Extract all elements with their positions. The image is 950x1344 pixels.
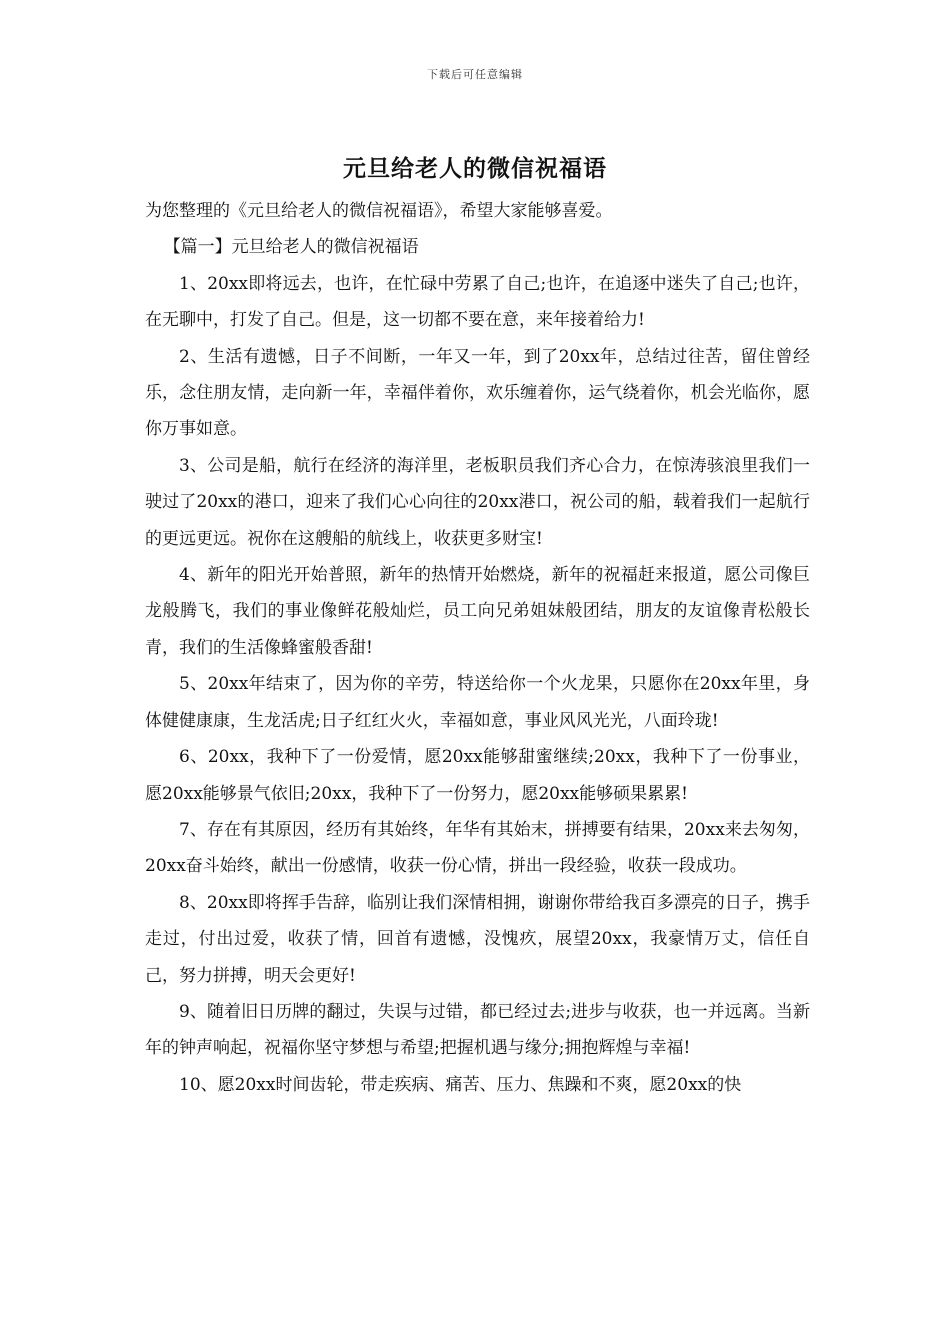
paragraph-8: 8、20xx即将挥手告辞，临别让我们深情相拥，谢谢你带给我百多漂亮的日子，携手走过，付出过爱，收获了情，回首有遗憾，没愧疚，展望20xx，我豪情万丈，信任自己，努力拼搏，明天会更好! bbox=[145, 892, 810, 986]
paragraph-7: 7、存在有其原因，经历有其始终，年华有其始末，拼搏要有结果，20xx来去匆匆，20xx奋斗始终，献出一份感情，收获一份心情，拼出一段经验，收获一段成功。 bbox=[145, 819, 810, 877]
paragraph-6: 6、20xx，我种下了一份爱情，愿20xx能够甜蜜继续;20xx，我种下了一份事业，愿20xx能够景气依旧;20xx，我种下了一份努力，愿20xx能够硕果累累! bbox=[145, 747, 810, 804]
header-note: 下载后可任意编辑 bbox=[427, 68, 523, 81]
paragraph-2: 2、生活有遗憾，日子不间断，一年又一年，到了20xx年，总结过往苦，留住曾经乐，念住朋友情，走向新一年，幸福伴着你，欢乐缠着你，运气绕着你，机会光临你，愿你万事如意。 bbox=[145, 346, 810, 440]
paragraph-9: 9、随着旧日历牌的翻过，失误与过错，都已经过去;进步与收获，也一并远离。当新年的钟声响起，祝福你坚守梦想与希望;把握机遇与缘分;拥抱辉煌与幸福! bbox=[145, 1001, 810, 1059]
paragraph-4: 4、新年的阳光开始普照，新年的热情开始燃烧，新年的祝福赶来报道，愿公司像巨龙般腾飞，我们的事业像鲜花般灿烂，员工向兄弟姐妹般团结，朋友的友谊像青松般长青，我们的生活像蜂蜜般香甜! bbox=[145, 565, 810, 658]
paragraph-3: 3、公司是船，航行在经济的海洋里，老板职员我们齐心合力，在惊涛骇浪里我们一驶过了20xx的港口，迎来了我们心心向往的20xx港口，祝公司的船，载着我们一起航行的更远更远。祝你在这艘船的航线上，收获更多财宝! bbox=[145, 455, 810, 549]
intro-paragraph: 为您整理的《元旦给老人的微信祝福语》，希望大家能够喜爱。 bbox=[145, 201, 613, 221]
paragraph-1: 1、20xx即将远去，也许，在忙碌中劳累了自己;也许，在追逐中迷失了自己;也许，在无聊中，打发了自己。但是，这一切都不要在意，来年接着给力! bbox=[145, 273, 810, 331]
paragraph-5: 5、20xx年结束了，因为你的辛劳，特送给你一个火龙果，只愿你在20xx年里，身体健健康康，生龙活虎;日子红红火火，幸福如意，事业风风光光，八面玲珑! bbox=[145, 674, 810, 731]
document-body bbox=[145, 193, 810, 1103]
paragraph-10: 10、愿20xx时间齿轮，带走疾病、痛苦、压力、焦躁和不爽，愿20xx的快 bbox=[179, 1074, 742, 1095]
page-title: 元旦给老人的微信祝福语 bbox=[343, 155, 607, 182]
section-heading: 【篇一】元旦给老人的微信祝福语 bbox=[163, 237, 419, 258]
